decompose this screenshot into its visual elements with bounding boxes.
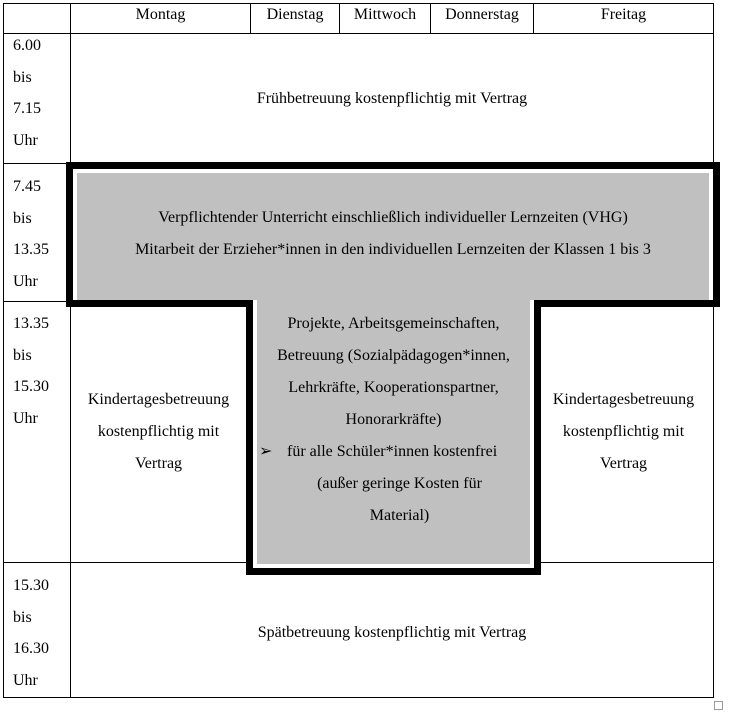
day-header-montag: Montag — [135, 6, 186, 23]
time-from: 6.00 — [13, 37, 41, 54]
care-line: Vertrag — [599, 455, 648, 472]
bullet-line — [257, 436, 530, 468]
time-from: 15.30 — [13, 577, 49, 594]
grid-line — [3, 697, 714, 698]
day-header-mittwoch: Mittwoch — [353, 6, 417, 23]
time-unit: Uhr — [13, 131, 38, 149]
grid-line — [3, 163, 73, 164]
time-to: 16.30 — [13, 640, 49, 657]
core-line: Verpflichtender Unterricht einschließlich individueller Lernzeiten (VHG) — [158, 209, 628, 226]
arrow-bullet-icon: ➢ — [259, 443, 273, 460]
time-slot-late — [13, 570, 49, 696]
projects-line: Lehrkräfte, Kooperationspartner, — [288, 379, 499, 396]
care-line: Kindertagesbetreuung — [552, 391, 695, 408]
grid-line — [3, 3, 4, 698]
resize-handle[interactable] — [714, 701, 723, 710]
time-separator: bis — [13, 68, 32, 86]
time-slot-afternoon — [13, 308, 49, 434]
time-to: 7.15 — [13, 100, 41, 117]
grid-line — [3, 301, 73, 302]
time-to: 15.30 — [13, 378, 49, 395]
time-to: 13.35 — [13, 241, 49, 258]
grid-line — [3, 3, 714, 4]
time-separator: bis — [13, 608, 32, 626]
care-line: kostenpflichtig mit — [97, 423, 220, 440]
care-right-cell — [541, 302, 706, 562]
late-care-cell: Spätbetreuung kostenpflichtig mit Vertrag — [257, 623, 527, 641]
time-unit: Uhr — [13, 272, 38, 290]
bullet-continuation: Material) — [369, 507, 430, 524]
core-line: Mitarbeit der Erzieher*innen in den individuellen Lernzeiten der Klassen 1 bis 3 — [135, 241, 651, 258]
time-separator: bis — [13, 209, 32, 227]
care-line: Kindertagesbetreuung — [87, 391, 230, 408]
care-line: kostenpflichtig mit — [562, 423, 685, 440]
time-separator: bis — [13, 346, 32, 364]
bullet-continuation: (außer geringe Kosten für — [317, 475, 482, 492]
time-from: 13.35 — [13, 315, 49, 332]
morning-care-cell: Frühbetreuung kostenpflichtig mit Vertrag — [256, 89, 528, 107]
time-slot-core — [13, 171, 49, 297]
core-lesson-cell — [77, 202, 709, 266]
projects-cell — [257, 308, 530, 532]
projects-line: Honorarkräfte) — [345, 411, 442, 428]
care-line: Vertrag — [134, 455, 183, 472]
grid-line — [713, 3, 714, 698]
time-slot-early — [13, 30, 41, 156]
projects-line: Projekte, Arbeitsgemeinschaften, — [287, 315, 500, 332]
time-unit: Uhr — [13, 671, 38, 689]
day-header-dienstag: Dienstag — [266, 6, 324, 23]
day-header-donnerstag: Donnerstag — [445, 6, 519, 23]
day-header-freitag: Freitag — [600, 6, 647, 23]
care-left-cell — [71, 302, 246, 562]
time-unit: Uhr — [13, 409, 38, 427]
bullet-text: für alle Schüler*innen kostenfrei — [287, 443, 498, 460]
time-from: 7.45 — [13, 178, 41, 195]
projects-line: Betreuung (Sozialpädagogen*innen, — [277, 347, 510, 364]
